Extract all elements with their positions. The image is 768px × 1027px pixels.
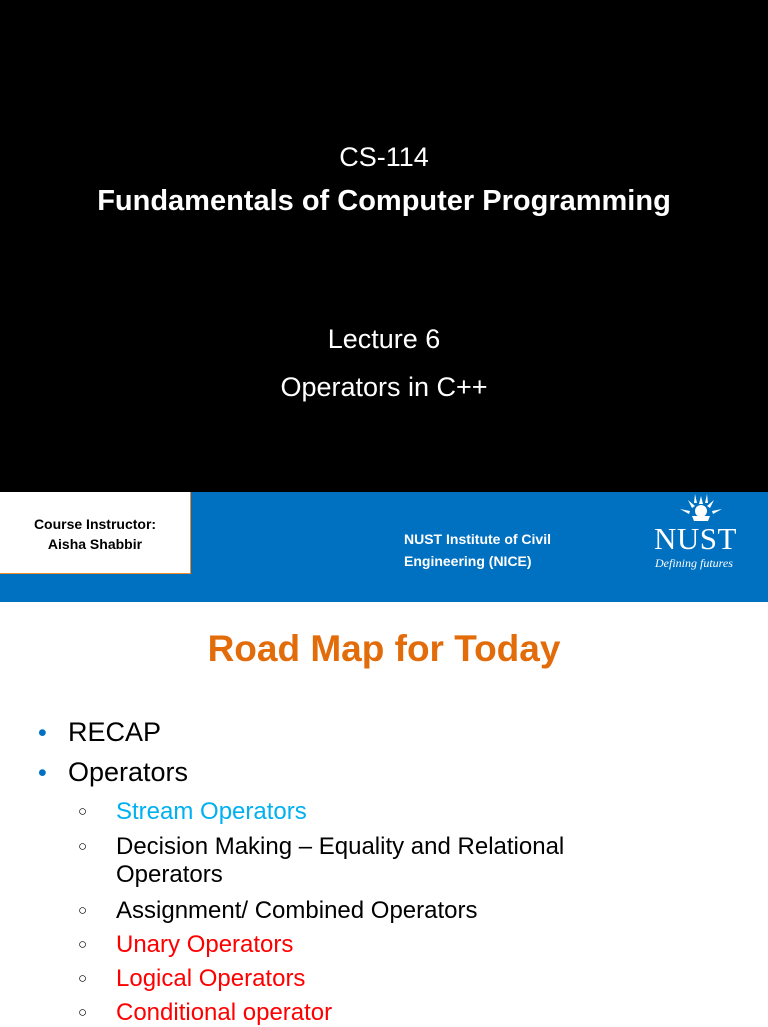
sub-item-text: Logical Operators xyxy=(116,965,306,992)
instructor-name: Aisha Shabbir xyxy=(47,536,143,552)
bullet-text: RECAP xyxy=(68,717,162,747)
circle-bullet-icon: ○ xyxy=(78,803,88,820)
sub-item-text: Stream Operators xyxy=(116,798,307,825)
bullet-dot-icon: • xyxy=(38,759,47,787)
sub-item-text: Unary Operators xyxy=(116,931,294,958)
bullet-operators xyxy=(38,757,188,788)
nust-logo-text: NUST xyxy=(654,521,737,556)
bullet-text: Operators xyxy=(68,757,189,787)
course-title: Fundamentals of Computer Programming xyxy=(97,185,671,217)
circle-bullet-icon: ○ xyxy=(78,902,88,919)
nust-tagline: Defining futures xyxy=(655,556,733,570)
title-slide xyxy=(0,0,768,492)
bullet-recap xyxy=(38,717,161,748)
lecture-number: Lecture 6 xyxy=(327,324,441,354)
lecture-topic: Operators in C++ xyxy=(280,372,488,402)
course-code: CS-114 xyxy=(339,142,429,172)
instructor-box xyxy=(0,492,191,574)
sub-item-text: Assignment/ Combined Operators xyxy=(116,897,478,924)
circle-bullet-icon: ○ xyxy=(78,1004,88,1021)
institute-name xyxy=(404,528,551,572)
bullet-dot-icon: • xyxy=(38,719,47,747)
instructor-label: Course Instructor: xyxy=(33,516,157,532)
slide-footer xyxy=(0,492,768,602)
circle-bullet-icon: ○ xyxy=(78,936,88,953)
roadmap-title: Road Map for Today xyxy=(207,628,561,669)
institute-line-2: Engineering (NICE) xyxy=(404,553,532,569)
circle-bullet-icon: ○ xyxy=(78,838,88,855)
circle-bullet-icon: ○ xyxy=(78,970,88,987)
footer-band xyxy=(0,574,768,602)
institute-line-1: NUST Institute of Civil xyxy=(404,531,551,547)
sub-item-text: Conditional operator xyxy=(116,999,333,1026)
sub-item-text: Decision Making – Equality and Relational Operators xyxy=(116,833,565,888)
